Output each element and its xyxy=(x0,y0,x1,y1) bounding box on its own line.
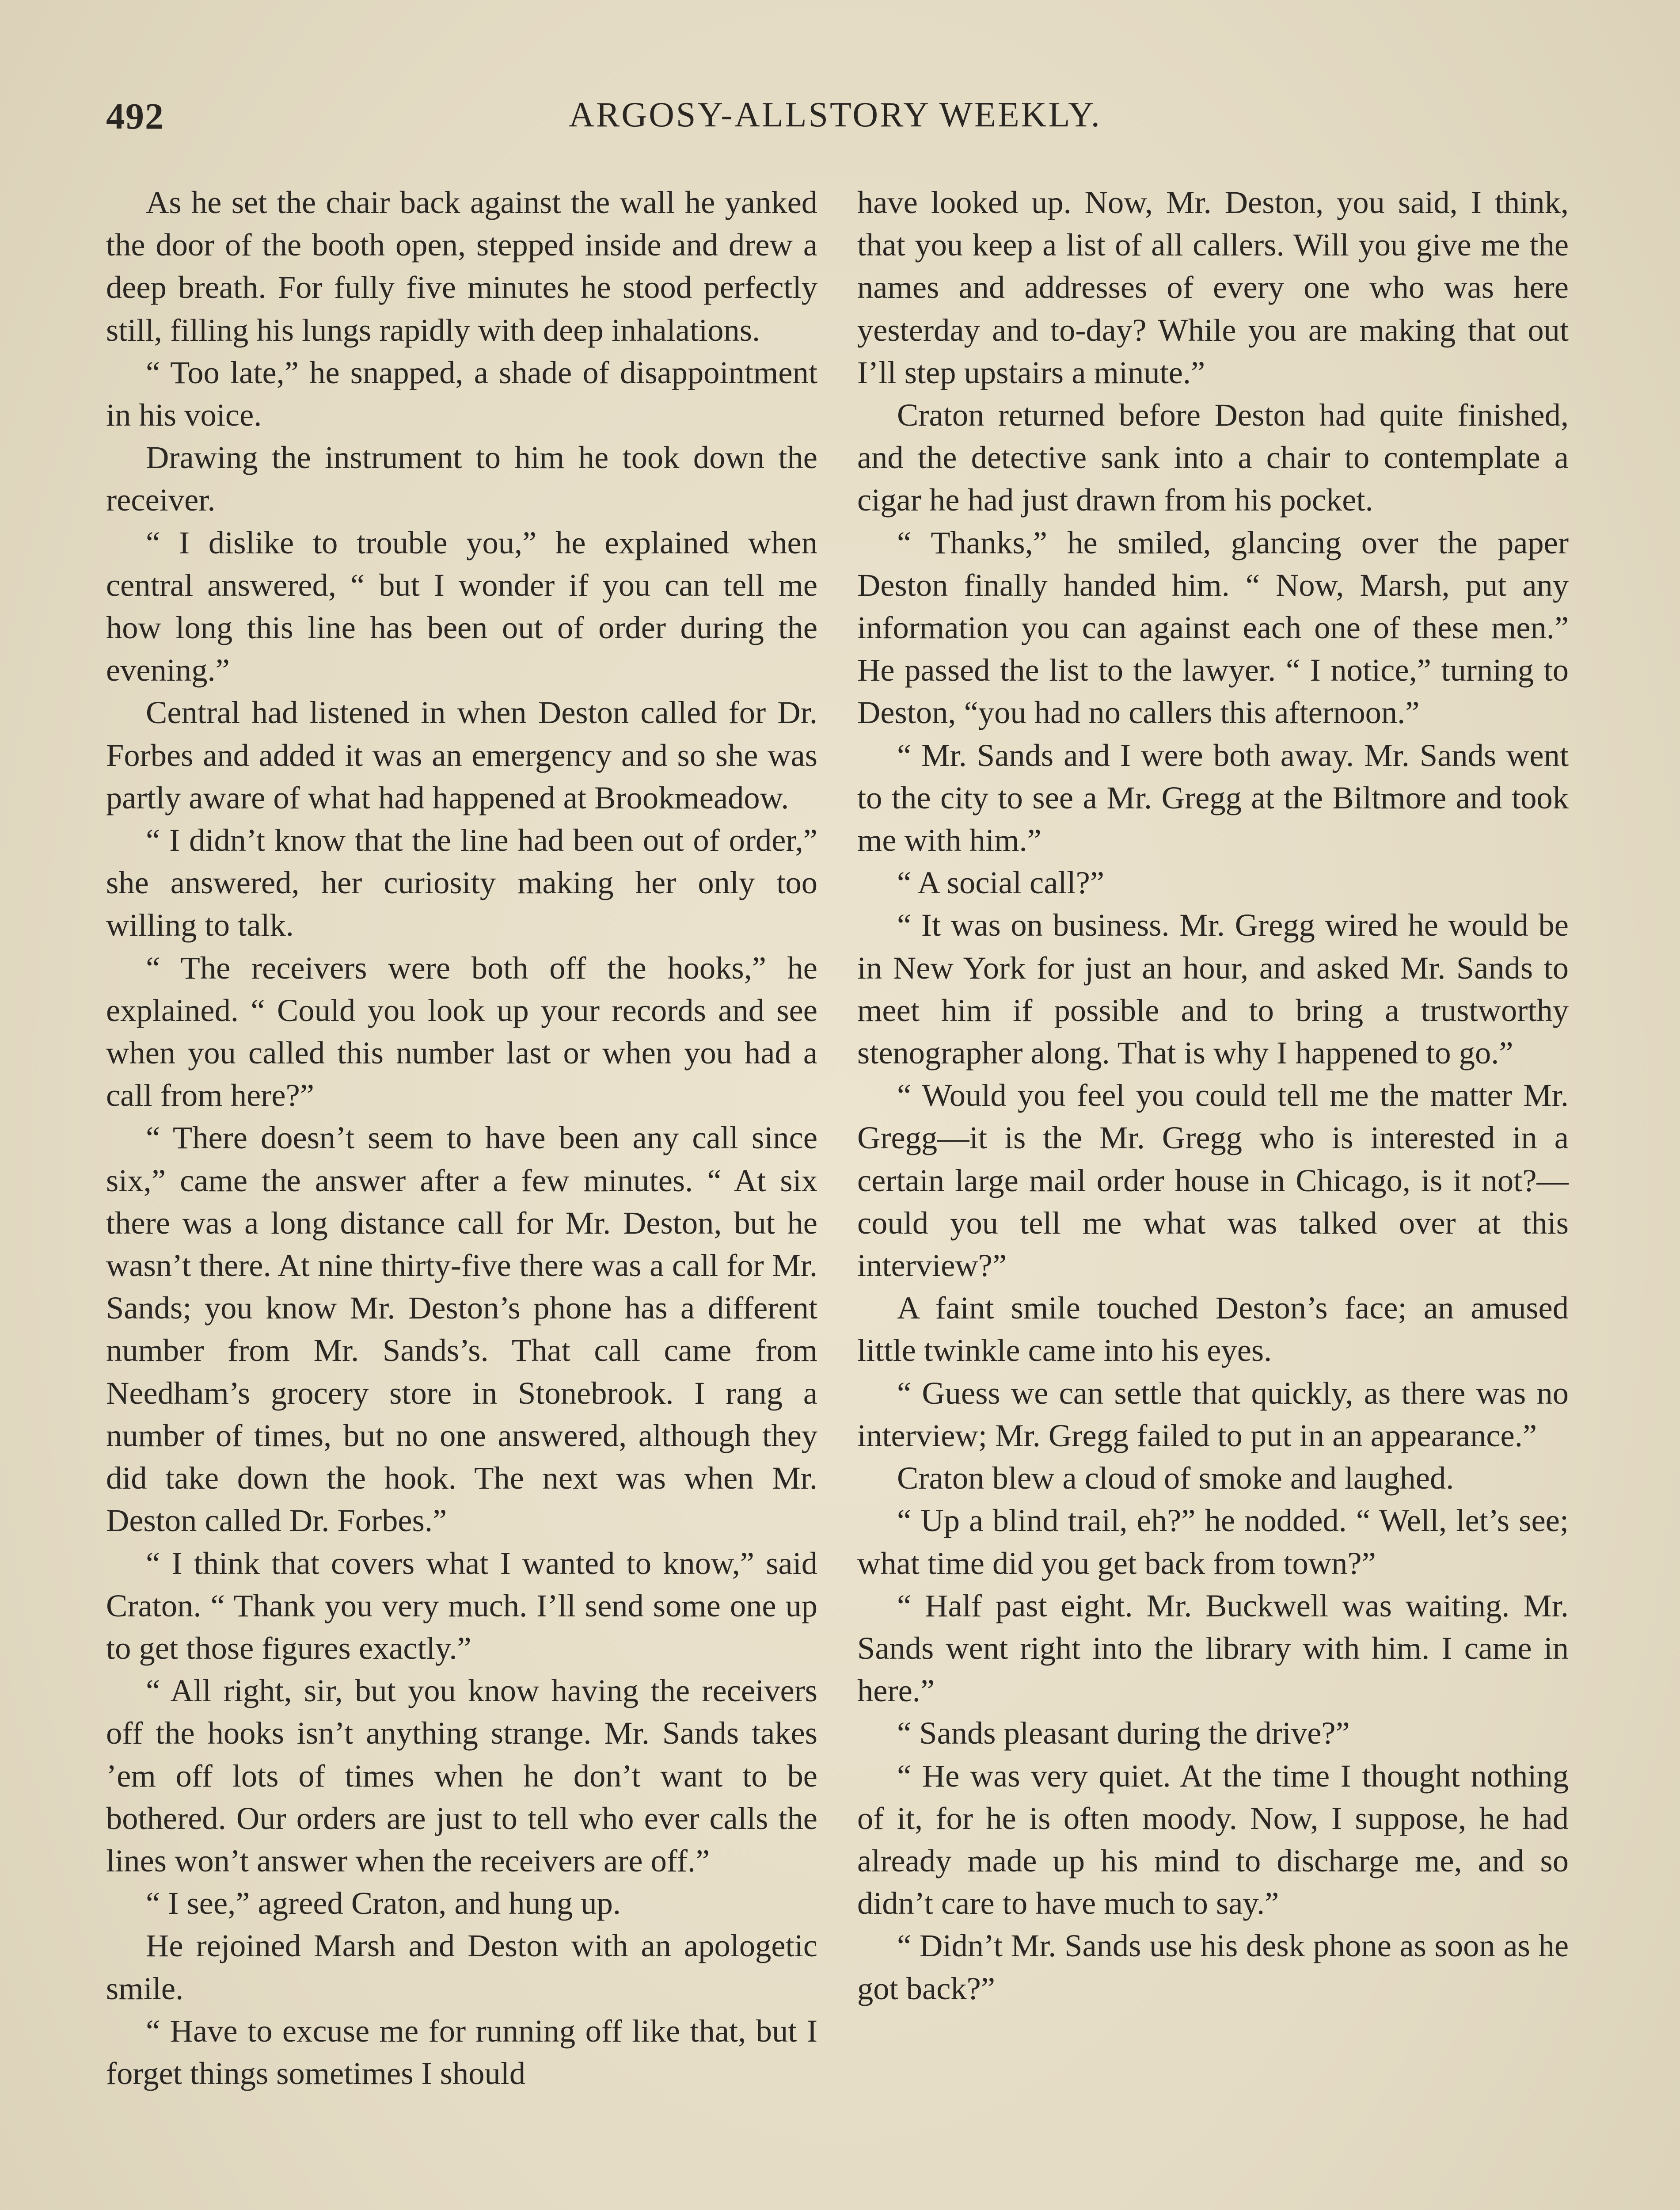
page-number: 492 xyxy=(106,96,164,137)
paragraph: As he set the chair back against the wall he yanked the door of the booth open, stepped inside and drew a deep breath. For fully five minutes he stood perfectly still, filling his lungs rapidly with deep inhalations. xyxy=(106,184,817,348)
paragraph: “ I didn’t know that the line had been out of order,” she answered, her curiosity making her only too willing to talk. xyxy=(106,822,817,943)
paragraph: “ Guess we can settle that quickly, as there was no interview; Mr. Gregg failed to put in an appearance.” xyxy=(857,1375,1569,1453)
paragraph: “ Up a blind trail, eh?” he nodded. “ Well, let’s see; what time did you get back from town?” xyxy=(857,1502,1569,1581)
paragraph: Central had listened in when Deston called for Dr. Forbes and added it was an emergency and so she was partly aware of what had happened at Brookmeadow. xyxy=(106,694,817,815)
paragraph: “ The receivers were both off the hooks,” he explained. “ Could you look up your records and see when you called this number last or when you had a call from here?” xyxy=(106,949,817,1113)
running-head: ARGOSY-ALLSTORY WEEKLY. xyxy=(569,95,1102,134)
paragraph: “ I dislike to trouble you,” he explained when central answered, “ but I wonder if you can tell me how long this line has been out of order during the evening.” xyxy=(106,524,817,688)
paragraph: “ There doesn’t seem to have been any call since six,” came the answer after a few minutes. “ At six there was a long distance call for Mr. Deston, but he wasn’t there. At nine thirty-five there was a call for Mr. Sands; you know Mr. Deston’s phone has a different number from Mr. Sands’s. That call came from Needham’s grocery store in Stonebrook. I rang a number of times, but no one answered, although they did take down the hook. The next was when Mr. Deston called Dr. Forbes.” xyxy=(106,1120,817,1539)
paragraph: Craton blew a cloud of smoke and laughed. xyxy=(897,1460,1454,1496)
right-column xyxy=(857,181,1569,2010)
paragraph: “ Half past eight. Mr. Buckwell was waiting. Mr. Sands went right into the library with him. I came in here.” xyxy=(857,1587,1569,1709)
left-column xyxy=(106,181,817,2095)
paragraph: “ Too late,” he snapped, a shade of disappointment in his voice. xyxy=(106,354,817,433)
paragraph: He rejoined Marsh and Deston with an apologetic smile. xyxy=(106,1928,817,2006)
paragraph: “ It was on business. Mr. Gregg wired he would be in New York for just an hour, and asked Mr. Sands to meet him if possible and to bring a trustworthy stenographer along. That is why I happened to go.” xyxy=(857,907,1569,1071)
paragraph: Craton returned before Deston had quite finished, and the detective sank into a chair to contemplate a cigar he had just drawn from his pocket. xyxy=(857,397,1569,518)
paragraph: “ Sands pleasant during the drive?” xyxy=(897,1715,1350,1751)
paragraph: “ Thanks,” he smiled, glancing over the paper Deston finally handed him. “ Now, Marsh, put any information you can against each one of these men.” He passed the list to the lawyer. “ I notice,” turning to Deston, “you had no callers this afternoon.” xyxy=(857,524,1569,731)
paragraph-continued: have looked up. Now, Mr. Deston, you said, I think, that you keep a list of all callers. Will you give me the names and addresses of every one who was here yesterday and to-day? While you are making that out I’ll step upstairs a minute.” xyxy=(857,184,1569,390)
paragraph: “ Mr. Sands and I were both away. Mr. Sands went to the city to see a Mr. Gregg at the Biltmore and took me with him.” xyxy=(857,737,1569,858)
paragraph: “ He was very quiet. At the time I thought nothing of it, for he is often moody. Now, I suppose, he had already made up his mind to discharge me, and so didn’t care to have much to say.” xyxy=(857,1757,1569,1921)
paragraph: “ Have to excuse me for running off like that, but I forget things sometimes I should xyxy=(106,2012,817,2091)
paragraph: “ A social call?” xyxy=(897,865,1105,901)
page-header xyxy=(106,95,1564,152)
paragraph: Drawing the instrument to him he took down the receiver. xyxy=(106,439,817,518)
paragraph: “ Would you feel you could tell me the matter Mr. Gregg—it is the Mr. Gregg who is interested in a certain large mail order house in Chicago, is it not?—could you tell me what was talked over at this interview?” xyxy=(857,1077,1569,1284)
paragraph: “ I see,” agreed Craton, and hung up. xyxy=(146,1885,621,1921)
paragraph: “ All right, sir, but you know having the receivers off the hooks isn’t anything strange. Mr. Sands takes ’em off lots of times when he don’t want to be bothered. Our orders are just to tell who ever calls the lines won’t answer when the receivers are off.” xyxy=(106,1673,817,1878)
paragraph: A faint smile touched Deston’s face; an amused little twinkle came into his eyes. xyxy=(857,1290,1569,1368)
paragraph: “ I think that covers what I wanted to know,” said Craton. “ Thank you very much. I’ll send some one up to get those figures exactly.” xyxy=(106,1545,817,1666)
paragraph: “ Didn’t Mr. Sands use his desk phone as soon as he got back?” xyxy=(857,1928,1569,2006)
